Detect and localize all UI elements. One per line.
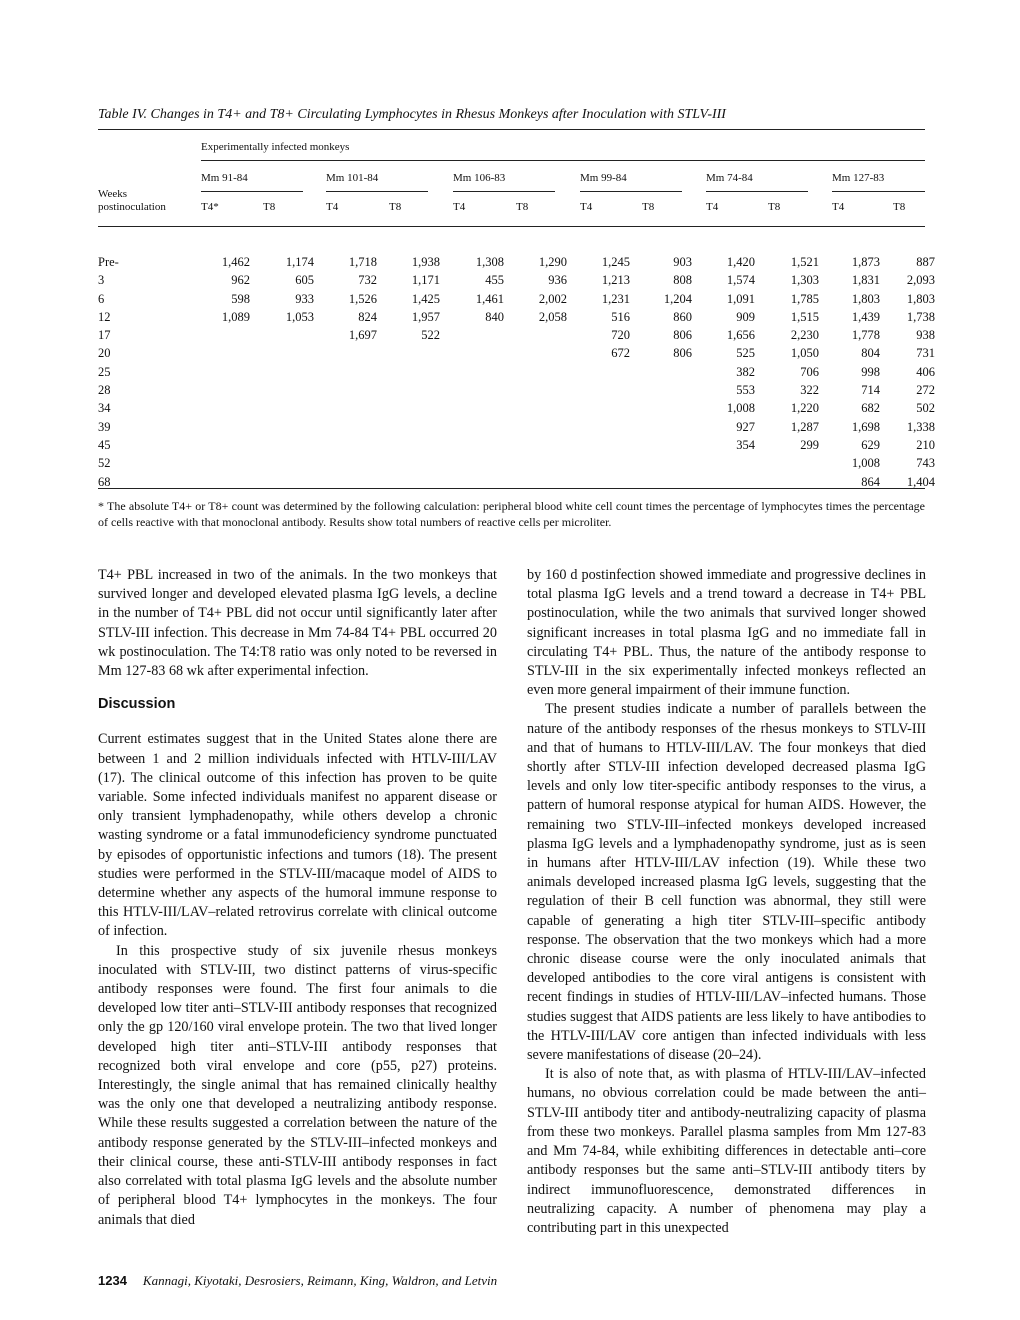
value-cell	[201, 454, 250, 472]
value-cell	[440, 381, 504, 399]
value-cell: 553	[736, 383, 755, 398]
table-row	[98, 290, 935, 308]
page-number: 1234	[98, 1273, 127, 1288]
value-cell	[504, 363, 567, 381]
value-cell	[377, 363, 440, 381]
value-cell: 598	[231, 291, 250, 306]
value-cell	[250, 326, 314, 344]
value-cell	[201, 418, 250, 436]
value-cell: 1,008	[851, 456, 880, 471]
table-header-rule	[98, 226, 925, 227]
value-cell	[567, 381, 630, 399]
value-cell: 455	[485, 273, 504, 288]
value-cell: 1,574	[726, 273, 755, 288]
weeks-header: postinoculation	[98, 201, 166, 213]
table-row	[98, 381, 935, 399]
week-cell: 25	[98, 364, 111, 379]
monkey-header: Mm 106-83	[453, 172, 506, 184]
value-cell	[440, 436, 504, 454]
value-cell: 1,656	[726, 328, 755, 343]
value-cell	[377, 344, 440, 362]
week-cell: 3	[98, 273, 105, 288]
value-cell	[504, 436, 567, 454]
subheader: T8	[768, 201, 781, 213]
table-row	[98, 253, 935, 271]
value-cell: 522	[421, 328, 440, 343]
value-cell: 864	[861, 474, 880, 489]
monkey-rule	[326, 191, 428, 192]
value-cell	[504, 381, 567, 399]
value-cell	[504, 418, 567, 436]
value-cell: 1,204	[663, 291, 692, 306]
value-cell	[567, 454, 630, 472]
value-cell: 1,957	[411, 309, 440, 324]
value-cell	[567, 363, 630, 381]
value-cell	[377, 436, 440, 454]
value-cell: 629	[861, 437, 880, 452]
value-cell	[440, 454, 504, 472]
value-cell	[440, 399, 504, 417]
value-cell	[201, 399, 250, 417]
value-cell: 1,803	[851, 291, 880, 306]
value-cell	[567, 436, 630, 454]
value-cell: 1,831	[851, 273, 880, 288]
subheader: T4	[326, 201, 339, 213]
value-cell	[567, 418, 630, 436]
page-footer	[98, 1273, 497, 1289]
subheader: T8	[642, 201, 655, 213]
value-cell: 1,338	[906, 419, 935, 434]
value-cell	[377, 381, 440, 399]
value-cell	[250, 381, 314, 399]
value-cell: 887	[916, 255, 935, 269]
value-cell: 1,698	[851, 419, 880, 434]
value-cell: 1,231	[601, 291, 630, 306]
value-cell	[630, 399, 692, 417]
paragraph: by 160 d postinfection showed immediate and progressive declines in total plasma IgG levels and a trend toward a decrease in T4+ PBL postinoculation, while the two animals that survived longer showed significant increases in total plasma IgG and no immediate fall in circulating T4+ PBL. Thus, the nature of the antibody response to STLV-III in the six experimentally infected monkeys reflected an even more general impairment of their immune function.	[527, 567, 926, 699]
value-cell: 1,050	[790, 346, 819, 361]
value-cell	[250, 454, 314, 472]
value-cell: 731	[916, 346, 935, 361]
value-cell: 1,008	[726, 401, 755, 416]
value-cell	[567, 399, 630, 417]
value-cell	[630, 418, 692, 436]
value-cell	[755, 454, 819, 472]
value-cell: 1,420	[726, 255, 755, 269]
value-cell: 998	[861, 364, 880, 379]
group-header: Experimentally infected monkeys	[201, 141, 350, 153]
value-cell: 299	[800, 437, 819, 452]
table-row	[98, 399, 935, 417]
table-row	[98, 271, 935, 289]
week-cell: 20	[98, 346, 111, 361]
value-cell: 605	[295, 273, 314, 288]
value-cell	[377, 399, 440, 417]
value-cell: 1,245	[601, 255, 630, 269]
value-cell: 1,697	[348, 328, 377, 343]
table-top-rule	[98, 129, 925, 130]
value-cell	[377, 418, 440, 436]
value-cell	[250, 436, 314, 454]
table-row	[98, 344, 935, 362]
value-cell: 1,171	[411, 273, 440, 288]
value-cell	[201, 436, 250, 454]
value-cell: 1,220	[790, 401, 819, 416]
value-cell	[440, 363, 504, 381]
value-cell	[314, 381, 377, 399]
subheader: T8	[263, 201, 276, 213]
value-cell	[250, 418, 314, 436]
value-cell: 743	[916, 456, 935, 471]
subheader: T4	[580, 201, 593, 213]
value-cell	[201, 381, 250, 399]
value-cell: 804	[861, 346, 880, 361]
subheader: T4*	[201, 201, 219, 213]
value-cell: 406	[916, 364, 935, 379]
value-cell: 1,404	[906, 474, 935, 489]
paragraph: It is also of note that, as with plasma of HTLV-III/LAV–infected humans, no obvious correlation could be made between the anti–STLV-III antibody titer and antibody-neutralizing capacity of plasma from these two monkeys. Parallel plasma samples from Mm 127-83 and Mm 74-84, while exhibiting differences in detectable anti–core antibody responses but the same anti–STLV-III antibody titers by indirect immunofluorescence, demonstrated differences in neutralizing capacity. A number of phenomena may play a contributing part in this unexpected	[527, 1066, 926, 1236]
left-column	[98, 566, 497, 1230]
week-cell: Pre-	[98, 255, 119, 269]
value-cell: 1,873	[851, 255, 880, 269]
value-cell: 824	[358, 309, 377, 324]
monkey-rule	[706, 191, 808, 192]
table-row	[98, 418, 935, 436]
value-cell: 1,738	[906, 309, 935, 324]
week-cell: 17	[98, 328, 111, 343]
week-cell: 28	[98, 383, 111, 398]
value-cell: 909	[736, 309, 755, 324]
value-cell: 2,002	[538, 291, 567, 306]
value-cell: 1,515	[790, 309, 819, 324]
paragraph: In this prospective study of six juvenile rhesus monkeys inoculated with STLV-III, two distinct patterns of virus-specific antibody responses were found. The first four animals to die developed low titer anti–STLV-III antibody responses that recognized only the gp 120/160 viral envelope protein. The two that lived longer developed high titer anti–STLV-III antibody responses that recognized both viral envelope and core (p55, p27) proteins. Interestingly, the single animal that has remained clinically healthy was the only one that developed a neutralizing antibody response. While these results suggested a correlation between the nature of the antibody response generated by the STLV-III–infected monkeys and their clinical course, these anti-STLV-III antibody responses in fact also correlated with total plasma IgG levels and the absolute number of peripheral blood T4+ lymphocytes in the monkeys. The four animals that died	[98, 942, 497, 1228]
table-row	[98, 363, 935, 381]
value-cell	[440, 326, 504, 344]
value-cell: 682	[861, 401, 880, 416]
subheader: T8	[893, 201, 906, 213]
value-cell: 272	[916, 383, 935, 398]
value-cell: 938	[916, 328, 935, 343]
value-cell: 903	[673, 255, 692, 269]
week-cell: 6	[98, 291, 105, 306]
table-row	[98, 326, 935, 344]
value-cell: 860	[673, 309, 692, 324]
paragraph: T4+ PBL increased in two of the animals. In the two monkeys that survived longer and developed elevated plasma IgG levels, a decline in the number of T4+ PBL did not occur until significantly later after STLV-III infection. This decrease in Mm 74-84 T4+ PBL occurred 20 wk postinoculation. The T4:T8 ratio was only noted to be reversed in Mm 127-83 68 wk after experimental infection.	[98, 567, 497, 680]
value-cell: 1,425	[411, 291, 440, 306]
value-cell	[504, 399, 567, 417]
subheader: T4	[453, 201, 466, 213]
value-cell	[314, 418, 377, 436]
value-cell: 732	[358, 273, 377, 288]
value-cell: 806	[673, 328, 692, 343]
value-cell: 714	[861, 383, 880, 398]
table-footnote: * The absolute T4+ or T8+ count was determined by the following calculation: peripheral blood white cell count times the percentage of lymphocytes times the percentage of cells reactive with that monoclonal antibody. Results show total numbers of reactive cells per microliter.	[98, 499, 925, 529]
value-cell: 516	[611, 309, 630, 324]
week-cell: 68	[98, 474, 111, 489]
value-cell: 354	[736, 437, 755, 452]
paragraph: Current estimates suggest that in the United States alone there are between 1 and 2 million individuals infected with HTLV-III/LAV (17). The clinical outcome of this infection has proven to be quite variable. Some infected individuals manifest no apparent disease or only transient lymphadenopathy, while others develop a chronic wasting syndrome or a fatal immunodeficiency syndrome punctuated by episodes of opportunistic infections and tumors (18). The present studies were performed in the STLV-III/macaque model of AIDS to determine whether any aspects of the humoral immune response to this HTLV-III/LAV–related retrovirus correlate with clinical outcome of infection.	[98, 731, 497, 940]
section-heading: Discussion	[98, 696, 176, 713]
value-cell: 1,308	[475, 255, 504, 269]
value-cell: 382	[736, 364, 755, 379]
monkey-rule	[453, 191, 555, 192]
value-cell	[250, 399, 314, 417]
value-cell	[504, 454, 567, 472]
value-cell	[630, 381, 692, 399]
value-cell: 1,439	[851, 309, 880, 324]
week-cell: 52	[98, 456, 111, 471]
value-cell	[201, 344, 250, 362]
monkey-rule	[580, 191, 682, 192]
value-cell: 1,938	[411, 255, 440, 269]
value-cell: 840	[485, 309, 504, 324]
weeks-header: Weeks	[98, 188, 128, 200]
right-column	[527, 566, 926, 1238]
value-cell: 1,089	[221, 309, 250, 324]
value-cell: 2,230	[790, 328, 819, 343]
value-cell: 1,462	[221, 255, 250, 269]
value-cell: 1,174	[285, 255, 314, 269]
table-row	[98, 308, 935, 326]
monkey-rule	[201, 191, 303, 192]
value-cell: 933	[295, 291, 314, 306]
value-cell	[440, 344, 504, 362]
subheader: T8	[389, 201, 402, 213]
value-cell	[692, 454, 755, 472]
value-cell	[250, 344, 314, 362]
week-cell: 45	[98, 437, 111, 452]
value-cell	[377, 454, 440, 472]
subheader: T4	[706, 201, 719, 213]
monkey-rule	[832, 191, 925, 192]
value-cell	[630, 454, 692, 472]
week-cell: 39	[98, 419, 111, 434]
value-cell	[250, 363, 314, 381]
value-cell: 2,093	[906, 273, 935, 288]
value-cell: 1,778	[851, 328, 880, 343]
monkey-header: Mm 99-84	[580, 172, 627, 184]
value-cell: 1,461	[475, 291, 504, 306]
value-cell: 962	[231, 273, 250, 288]
data-table	[98, 253, 935, 491]
value-cell: 1,526	[348, 291, 377, 306]
value-cell: 706	[800, 364, 819, 379]
value-cell	[504, 326, 567, 344]
value-cell	[201, 363, 250, 381]
monkey-header: Mm 127-83	[832, 172, 885, 184]
value-cell: 927	[736, 419, 755, 434]
value-cell: 672	[611, 346, 630, 361]
value-cell	[201, 326, 250, 344]
value-cell	[630, 436, 692, 454]
value-cell: 1,290	[538, 255, 567, 269]
table-caption: Table IV. Changes in T4+ and T8+ Circulating Lymphocytes in Rhesus Monkeys after Inoculation with STLV-III	[98, 107, 726, 122]
monkey-header: Mm 91-84	[201, 172, 248, 184]
value-cell: 1,053	[285, 309, 314, 324]
subheader: T8	[516, 201, 529, 213]
value-cell: 502	[916, 401, 935, 416]
value-cell	[314, 436, 377, 454]
value-cell: 1,303	[790, 273, 819, 288]
value-cell: 1,521	[790, 255, 819, 269]
week-cell: 34	[98, 401, 111, 416]
value-cell: 1,718	[348, 255, 377, 269]
value-cell: 1,785	[790, 291, 819, 306]
value-cell: 210	[916, 437, 935, 452]
week-cell: 12	[98, 309, 111, 324]
table-row	[98, 436, 935, 454]
value-cell: 2,058	[538, 309, 567, 324]
value-cell	[504, 344, 567, 362]
value-cell: 806	[673, 346, 692, 361]
value-cell	[314, 454, 377, 472]
table-row	[98, 454, 935, 472]
paragraph: The present studies indicate a number of parallels between the nature of the antibody responses of the rhesus monkeys to STLV-III and that of humans to HTLV-III/LAV. The four monkeys that died shortly after STLV-III infection developed decreased plasma IgG levels and only low titer-specific antibody responses to the virus, a pattern of humoral response atypical for human AIDS. However, the remaining two STLV-III–infected monkeys developed increased plasma IgG levels and a lymphadenopathy syndrome, just as is seen in humans after HTLV-III/LAV infection (19). While these two animals developed increased plasma IgG levels, suggesting that the regulation of their B cell function was abnormal, they still were capable of generating a high titer STLV-III–specific antibody response. The observation that the two monkeys which had a more chronic disease course were the only inoculated animals that developed antibodies to the core viral antigens is consistent with recent findings in studies of HTLV-III/LAV–infected humans. Those studies suggest that AIDS patients are less likely to have antibodies to the HTLV-III/LAV core antigen than infected individuals with less severe manifestations of disease (20–24).	[527, 701, 926, 1064]
value-cell: 936	[548, 273, 567, 288]
value-cell: 720	[611, 328, 630, 343]
value-cell: 322	[800, 383, 819, 398]
value-cell: 1,213	[601, 273, 630, 288]
monkey-header: Mm 74-84	[706, 172, 753, 184]
value-cell: 1,287	[790, 419, 819, 434]
value-cell: 1,091	[726, 291, 755, 306]
value-cell	[314, 399, 377, 417]
group-header-rule	[201, 160, 925, 161]
value-cell: 808	[673, 273, 692, 288]
author-list: Kannagi, Kiyotaki, Desrosiers, Reimann, King, Waldron, and Letvin	[142, 1273, 498, 1288]
value-cell	[314, 363, 377, 381]
monkey-header: Mm 101-84	[326, 172, 379, 184]
value-cell: 1,803	[906, 291, 935, 306]
table-bottom-rule	[98, 488, 925, 489]
value-cell	[314, 344, 377, 362]
value-cell	[630, 363, 692, 381]
value-cell	[440, 418, 504, 436]
value-cell: 525	[736, 346, 755, 361]
subheader: T4	[832, 201, 845, 213]
